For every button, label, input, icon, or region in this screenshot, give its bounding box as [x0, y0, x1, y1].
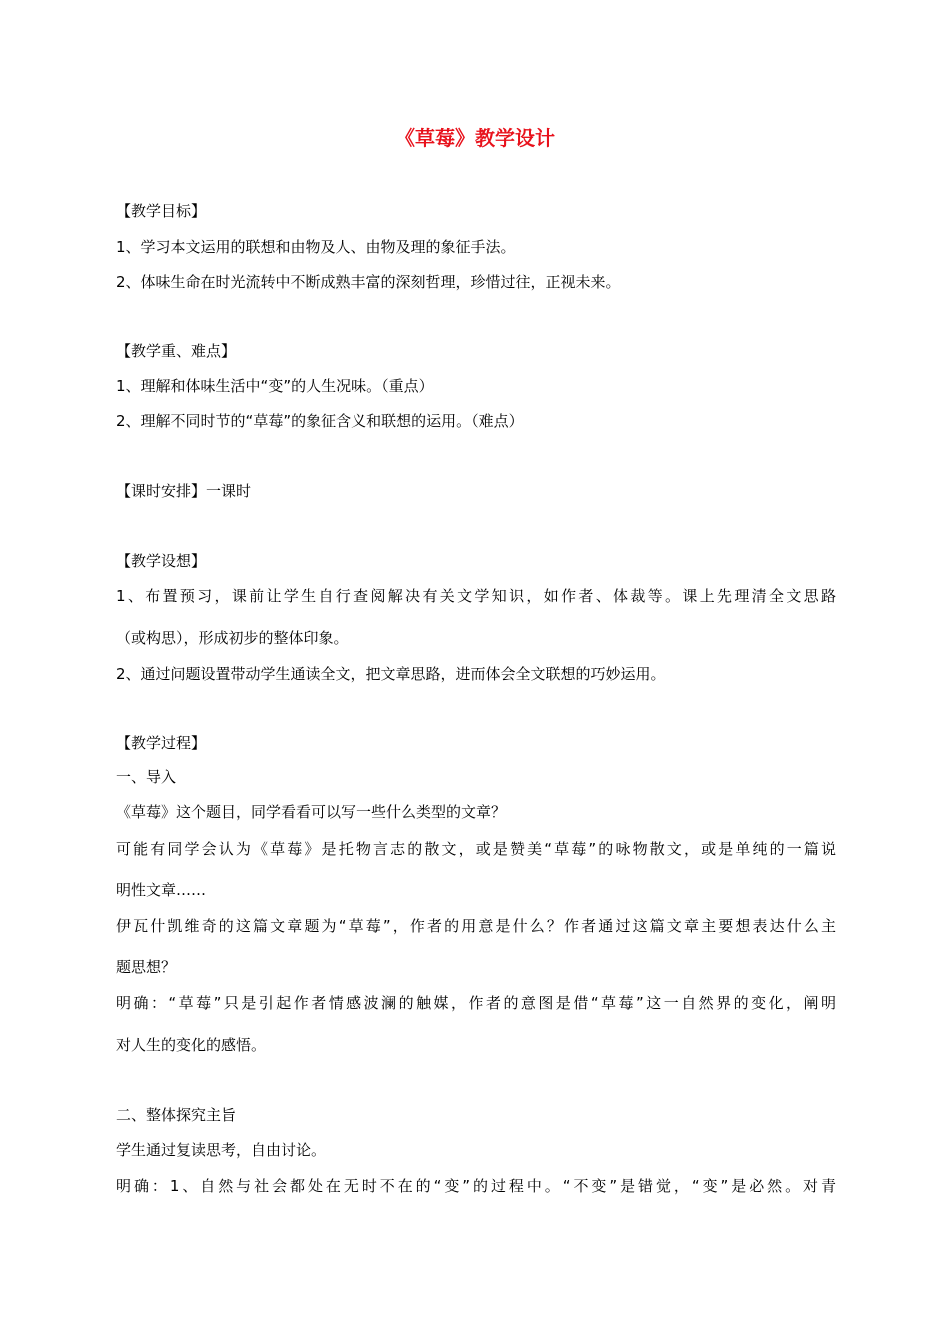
section-heading-schedule: 【课时安排】一课时 [116, 482, 252, 500]
concept-item-1-line-1: 1、布置预习，课前让学生自行查阅解决有关文学知识，如作者、体裁等。课上先理清全文思路 [116, 587, 836, 605]
process-part2-paragraph-1: 学生通过复读思考，自由讨论。 [116, 1141, 327, 1159]
process-part1-paragraph-2-line-1: 可能有同学会认为《草莓》是托物言志的散文，或是赞美“草莓”的咏物散文，或是单纯的一篇说 [116, 840, 836, 858]
process-part2-heading: 二、整体探究主旨 [116, 1106, 237, 1124]
process-part1-paragraph-4-line-2: 对人生的变化的感悟。 [116, 1036, 267, 1054]
process-part1-paragraph-3-line-2: 题思想？ [116, 958, 177, 976]
process-part1-paragraph-2-line-2: 明性文章…… [116, 881, 207, 899]
concept-item-2: 2、通过问题设置带动学生通读全文，把文章思路，进而体会全文联想的巧妙运用。 [116, 665, 666, 683]
key-point-item-1: 1、理解和体味生活中“变”的人生况味。（重点） [116, 377, 434, 395]
process-part1-heading: 一、导入 [116, 768, 177, 786]
section-heading-key-points: 【教学重、难点】 [116, 342, 237, 360]
concept-item-1-line-2: （或构思），形成初步的整体印象。 [116, 629, 349, 647]
objective-item-2: 2、体味生命在时光流转中不断成熟丰富的深刻哲理，珍惜过往，正视未来。 [116, 273, 621, 291]
document-title: 《草莓》教学设计 [395, 126, 555, 150]
process-part1-paragraph-1: 《草莓》这个题目，同学看看可以写一些什么类型的文章？ [116, 803, 507, 821]
process-part1-paragraph-4-line-1: 明确：“草莓”只是引起作者情感波澜的触媒，作者的意图是借“草莓”这一自然界的变化，阐明 [116, 994, 836, 1012]
section-heading-process: 【教学过程】 [116, 734, 207, 752]
key-point-item-2: 2、理解不同时节的“草莓”的象征含义和联想的运用。（难点） [116, 412, 524, 430]
section-heading-objectives: 【教学目标】 [116, 202, 207, 220]
process-part2-paragraph-2-line-1: 明确：1、自然与社会都处在无时不在的“变”的过程中。“不变”是错觉，“变”是必然。对青 [116, 1177, 836, 1195]
objective-item-1: 1、学习本文运用的联想和由物及人、由物及理的象征手法。 [116, 238, 516, 256]
section-heading-concept: 【教学设想】 [116, 552, 207, 570]
process-part1-paragraph-3-line-1: 伊瓦什凯维奇的这篇文章题为“草莓”，作者的用意是什么？作者通过这篇文章主要想表达什么主 [116, 917, 836, 935]
